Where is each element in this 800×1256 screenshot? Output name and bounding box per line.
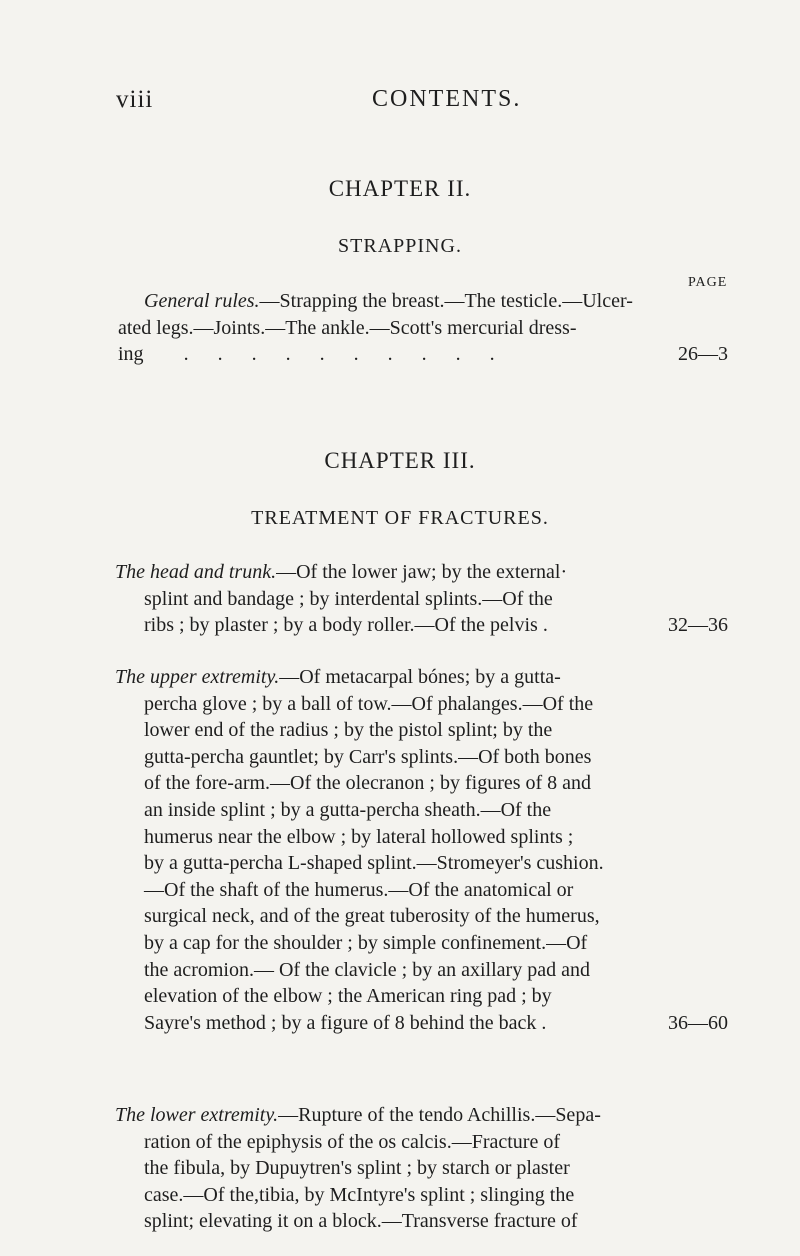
entry-line: The head and trunk.—Of the lower jaw; by the external·	[115, 561, 568, 583]
entry-line: percha glove ; by a ball of tow.—Of phalanges.—Of the	[144, 692, 594, 715]
chapter-3-heading: CHAPTER III.	[324, 448, 476, 473]
entry-line: ing . . . . . . . . . . 26—3	[118, 341, 728, 368]
entry-line: ribs ; by plaster ; by a body roller.—Of the pelvis . 32—36	[118, 612, 728, 639]
contents-entry-head-and-trunk	[115, 559, 728, 639]
entry-line: humerus near the elbow ; by lateral hollowed splints ;	[144, 825, 574, 848]
contents-entry-upper-extremity	[115, 664, 728, 1036]
entry-lead: The lower extremity.	[115, 1104, 279, 1126]
running-title: CONTENTS.	[372, 86, 522, 112]
page-range: 32—36	[668, 614, 728, 637]
page-range: 26—3	[678, 343, 728, 366]
entry-line: lower end of the radius ; by the pistol splint; by the	[144, 719, 553, 742]
entry-line: splint and bandage ; by interdental splints.—Of the	[144, 587, 553, 610]
entry-line: Sayre's method ; by a figure of 8 behind the back . 36—60	[118, 1010, 728, 1037]
entry-line: elevation of the elbow ; the American ring pad ; by	[144, 985, 552, 1008]
chapter-3-subheading: TREATMENT OF FRACTURES.	[251, 507, 549, 529]
entry-lead: General rules.	[144, 290, 260, 312]
entry-line: ration of the epiphysis of the os calcis.—Fracture of	[144, 1130, 560, 1153]
chapter-2-heading: CHAPTER II.	[328, 176, 472, 201]
entry-lead: The head and trunk.	[115, 561, 277, 583]
contents-entry-general-rules	[118, 288, 728, 368]
entry-line: gutta-percha gauntlet; by Carr's splints.—Of both bones	[144, 745, 592, 768]
page-column-label: PAGE	[688, 275, 728, 290]
entry-line: the fibula, by Dupuytren's splint ; by starch or plaster	[144, 1157, 570, 1180]
entry-line: the acromion.— Of the clavicle ; by an axillary pad and	[144, 958, 590, 981]
entry-line: The lower extremity.—Rupture of the tendo Achillis.—Sepa-	[115, 1104, 601, 1126]
entry-lead: The upper extremity.	[115, 666, 280, 688]
entry-line: surgical neck, and of the great tuberosity of the humerus,	[144, 905, 600, 928]
entry-line: by a gutta-percha L-shaped splint.—Stromeyer's cushion.	[144, 852, 604, 875]
entry-line: ated legs.—Joints.—The ankle.—Scott's mercurial dress-	[118, 316, 577, 339]
running-head	[116, 86, 716, 116]
entry-line: an inside splint ; by a gutta-percha sheath.—Of the	[144, 798, 552, 821]
dot-leader: . . . . . . . . . .	[183, 343, 507, 366]
entry-line: —Of the shaft of the humerus.—Of the anatomical or	[144, 878, 574, 901]
chapter-2-subheading: STRAPPING.	[338, 235, 462, 257]
entry-line: by a cap for the shoulder ; by simple confinement.—Of	[144, 931, 588, 954]
entry-line: General rules.—Strapping the breast.—The testicle.—Ulcer-	[144, 290, 633, 312]
page-number: viii	[116, 86, 154, 113]
entry-line: of the fore-arm.—Of the olecranon ; by figures of 8 and	[144, 772, 592, 795]
entry-line: case.—Of the,tibia, by McIntyre's splint ; slinging the	[144, 1183, 575, 1206]
entry-line: splint; elevating it on a block.—Transverse fracture of	[144, 1210, 578, 1233]
contents-entry-lower-extremity	[115, 1102, 728, 1235]
page-range: 36—60	[668, 1011, 728, 1034]
entry-line: The upper extremity.—Of metacarpal bónes; by a gutta-	[115, 666, 561, 688]
